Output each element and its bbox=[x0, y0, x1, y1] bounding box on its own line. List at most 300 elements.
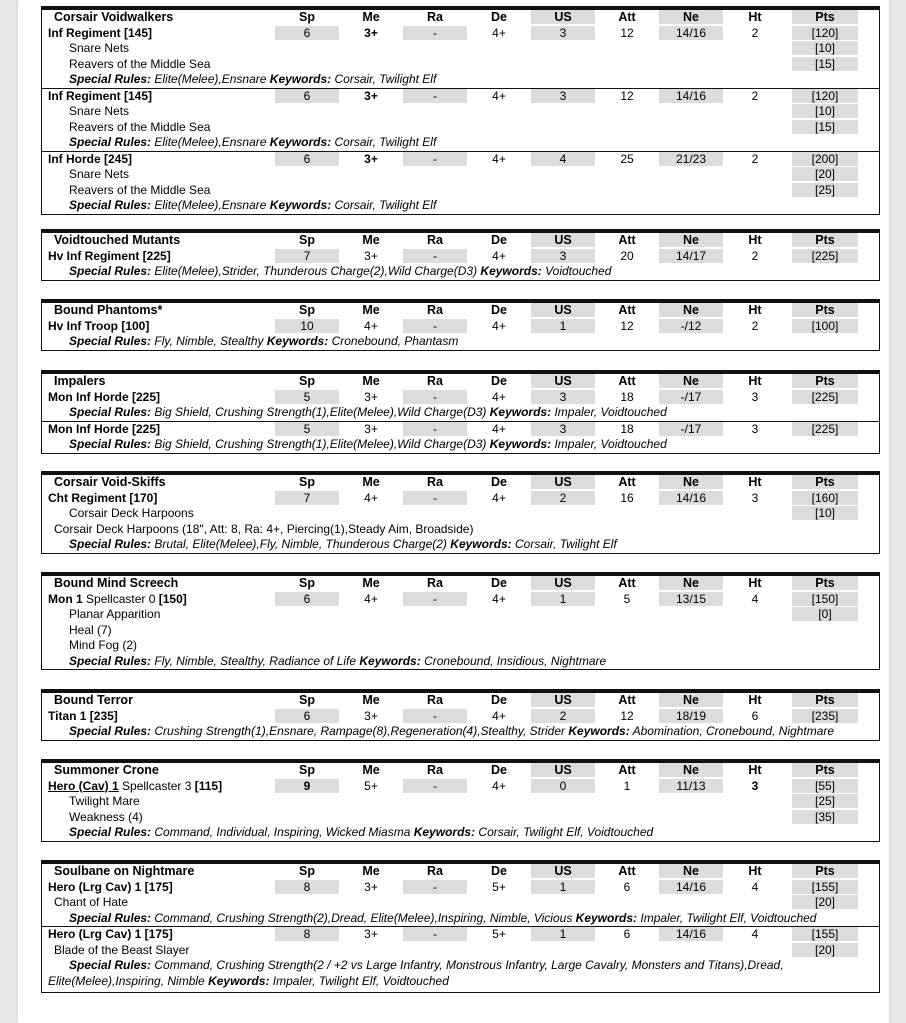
stat-ra: - bbox=[403, 491, 467, 505]
stat-me: 4+ bbox=[364, 318, 378, 333]
header-ne: Ne bbox=[659, 475, 723, 489]
unit-name: Corsair Voidwalkers bbox=[54, 10, 174, 24]
header-ra: Ra bbox=[427, 693, 443, 707]
weapon-profile-row bbox=[42, 522, 879, 538]
stat-pts: [235] bbox=[792, 709, 858, 723]
option-name: Snare Nets bbox=[69, 104, 130, 118]
header-pts: Pts bbox=[792, 576, 858, 590]
option-row bbox=[42, 638, 879, 654]
stat-sp: 7 bbox=[275, 249, 339, 263]
header-pts: Pts bbox=[792, 10, 858, 24]
stat-de: 4+ bbox=[492, 490, 506, 505]
entry-label: Mon 1 Spellcaster 0 [150] bbox=[48, 591, 187, 606]
special-rules: Special Rules: Brutal, Elite(Melee),Fly, Nimble, Thunderous Charge(2) Keywords: Corsair, Twilight Elf bbox=[69, 537, 617, 551]
header-de: De bbox=[491, 303, 507, 317]
stat-att: 12 bbox=[620, 88, 634, 103]
header-us: US bbox=[531, 864, 595, 878]
header-ra: Ra bbox=[427, 763, 443, 777]
header-ra: Ra bbox=[427, 475, 443, 489]
option-name: Twilight Mare bbox=[69, 794, 140, 808]
header-pts: Pts bbox=[792, 303, 858, 317]
stat-de: 4+ bbox=[492, 591, 506, 606]
header-ra: Ra bbox=[427, 864, 443, 878]
stat-att: 18 bbox=[620, 389, 634, 404]
stat-row bbox=[42, 421, 879, 438]
option-pts: [0] bbox=[792, 607, 858, 621]
header-pts: Pts bbox=[792, 693, 858, 707]
stat-pts: [225] bbox=[792, 422, 858, 436]
option-pts: [10] bbox=[792, 506, 858, 520]
header-pts: Pts bbox=[792, 475, 858, 489]
header-pts: Pts bbox=[792, 763, 858, 777]
entry-label: Inf Regiment [145] bbox=[48, 25, 153, 40]
stat-att: 6 bbox=[623, 879, 631, 894]
stat-att: 6 bbox=[623, 927, 631, 941]
stat-att: 12 bbox=[620, 318, 634, 333]
header-us: US bbox=[531, 693, 595, 707]
header-de: De bbox=[491, 10, 507, 24]
header-de: De bbox=[491, 475, 507, 489]
option-pts: [20] bbox=[792, 895, 858, 909]
unit-header bbox=[42, 233, 879, 249]
stat-ra: - bbox=[403, 592, 467, 606]
weapon-profile: Corsair Deck Harpoons (18", Att: 8, Ra: 4+, Piercing(1),Steady Aim, Broadside) bbox=[54, 521, 474, 536]
stat-ht: 2 bbox=[751, 25, 759, 40]
unit-block bbox=[41, 759, 880, 842]
stat-row bbox=[42, 249, 879, 265]
stat-ne: 11/13 bbox=[659, 779, 723, 793]
stat-sp: 6 bbox=[275, 592, 339, 606]
header-att: Att bbox=[618, 576, 636, 590]
special-rules: Special Rules: Big Shield, Crushing Strength(1),Elite(Melee),Wild Charge(D3) Keywords: Impaler, Voidtouched bbox=[69, 405, 667, 419]
entry-label: Titan 1 [235] bbox=[48, 708, 118, 723]
unit-header bbox=[42, 10, 879, 26]
stat-ne: 14/17 bbox=[659, 249, 723, 263]
stat-me: 3+ bbox=[364, 421, 378, 436]
stat-pts: [100] bbox=[792, 319, 858, 333]
header-de: De bbox=[491, 693, 507, 707]
option-row bbox=[42, 810, 879, 826]
header-de: De bbox=[491, 763, 507, 777]
option-pts: [15] bbox=[792, 120, 858, 134]
unit-header bbox=[42, 763, 879, 779]
header-sp: Sp bbox=[299, 763, 315, 777]
entry-label: Mon Inf Horde [225] bbox=[48, 389, 161, 404]
header-me: Me bbox=[362, 374, 380, 388]
header-ne: Ne bbox=[659, 374, 723, 388]
header-me: Me bbox=[362, 10, 380, 24]
stat-row bbox=[42, 151, 879, 168]
stat-row bbox=[42, 709, 879, 725]
option-name: Mind Fog (2) bbox=[69, 638, 138, 652]
unit-name: Bound Mind Screech bbox=[54, 576, 179, 590]
entry-label: Hv Inf Troop [100] bbox=[48, 318, 150, 333]
option-row bbox=[42, 57, 879, 73]
header-us: US bbox=[531, 475, 595, 489]
stat-att: 18 bbox=[620, 421, 634, 436]
header-me: Me bbox=[362, 763, 380, 777]
option-row bbox=[42, 120, 879, 136]
stat-pts: [120] bbox=[792, 89, 858, 103]
header-sp: Sp bbox=[299, 233, 315, 247]
stat-ne: -/12 bbox=[659, 319, 723, 333]
header-sp: Sp bbox=[299, 864, 315, 878]
stat-me: 4+ bbox=[364, 591, 378, 606]
header-me: Me bbox=[362, 693, 380, 707]
stat-row bbox=[42, 390, 879, 406]
option-name: Reavers of the Middle Sea bbox=[69, 182, 211, 197]
option-pts: [10] bbox=[792, 104, 858, 118]
header-pts: Pts bbox=[792, 233, 858, 247]
stat-ne: 14/16 bbox=[659, 927, 723, 941]
option-row bbox=[42, 794, 879, 810]
stat-ht: 3 bbox=[751, 421, 759, 436]
stat-de: 4+ bbox=[492, 778, 506, 793]
header-att: Att bbox=[618, 693, 636, 707]
stat-ht: 4 bbox=[751, 927, 759, 941]
header-de: De bbox=[491, 233, 507, 247]
stat-pts: [55] bbox=[792, 779, 858, 793]
header-att: Att bbox=[618, 233, 636, 247]
stat-ra: - bbox=[403, 319, 467, 333]
unit-name: Summoner Crone bbox=[54, 763, 159, 777]
stat-ra: - bbox=[403, 26, 467, 40]
header-att: Att bbox=[618, 303, 636, 317]
stat-sp: 9 bbox=[275, 779, 339, 793]
special-rules: Special Rules: Elite(Melee),Ensnare Keywords: Corsair, Twilight Elf bbox=[69, 135, 437, 149]
unit-block bbox=[41, 860, 880, 993]
special-rules: Special Rules: Command, Crushing Strength(2),Dread, Elite(Melee),Inspiring, Nimble, Vicious Keywords: Impaler, Twilight Elf, Voidtouched bbox=[69, 910, 817, 925]
entry-label: Inf Horde [245] bbox=[48, 151, 133, 166]
stat-me: 5+ bbox=[364, 778, 378, 793]
option-name: Reavers of the Middle Sea bbox=[69, 56, 211, 71]
header-att: Att bbox=[618, 763, 636, 777]
stat-me: 3+ bbox=[364, 879, 378, 894]
stat-sp: 5 bbox=[275, 390, 339, 404]
special-rules: Special Rules: Command, Crushing Strength(2 / +2 vs Large Infantry, Monstrous Infantry, Large Cavalry, Monsters and Titans),Dread, Elite(Melee),Inspiring, Nimble Keywords: Impaler, Twilight Elf, Voidtouched bbox=[48, 958, 784, 988]
stat-ht: 4 bbox=[751, 591, 759, 606]
stat-sp: 7 bbox=[275, 491, 339, 505]
option-pts: [20] bbox=[792, 167, 858, 181]
stat-ne: 21/23 bbox=[659, 152, 723, 166]
stat-de: 4+ bbox=[492, 151, 506, 166]
header-sp: Sp bbox=[299, 576, 315, 590]
stat-me: 3+ bbox=[364, 25, 378, 40]
header-ra: Ra bbox=[427, 233, 443, 247]
header-ne: Ne bbox=[659, 864, 723, 878]
stat-ra: - bbox=[403, 390, 467, 404]
unit-name: Corsair Void-Skiffs bbox=[54, 475, 166, 489]
stat-us: 1 bbox=[531, 880, 595, 894]
header-us: US bbox=[531, 763, 595, 777]
stat-pts: [225] bbox=[792, 390, 858, 404]
stat-me: 3+ bbox=[364, 151, 378, 166]
entry-label: Cht Regiment [170] bbox=[48, 490, 158, 505]
special-rules: Special Rules: Fly, Nimble, Stealthy, Radiance of Life Keywords: Cronebound, Insidious, Nightmare bbox=[69, 653, 607, 668]
stat-us: 1 bbox=[531, 319, 595, 333]
stat-ra: - bbox=[403, 709, 467, 723]
header-ht: Ht bbox=[748, 475, 762, 489]
special-rules: Special Rules: Command, Individual, Inspiring, Wicked Miasma Keywords: Corsair, Twilight Elf, Voidtouched bbox=[69, 825, 654, 839]
stat-ht: 2 bbox=[751, 248, 759, 263]
stat-ra: - bbox=[403, 422, 467, 436]
stat-sp: 10 bbox=[275, 319, 339, 333]
stat-row bbox=[42, 491, 879, 507]
header-me: Me bbox=[362, 576, 380, 590]
option-name: Snare Nets bbox=[69, 41, 130, 55]
stat-de: 4+ bbox=[492, 25, 506, 40]
option-name: Snare Nets bbox=[69, 167, 130, 181]
header-ht: Ht bbox=[748, 10, 762, 24]
header-pts: Pts bbox=[792, 374, 858, 388]
option-row bbox=[42, 607, 879, 623]
unit-block bbox=[41, 6, 880, 215]
unit-header bbox=[42, 374, 879, 390]
stat-ra: - bbox=[403, 927, 467, 941]
stat-ht: 6 bbox=[751, 708, 759, 723]
stat-sp: 8 bbox=[275, 927, 339, 941]
army-list-page bbox=[18, 0, 889, 1023]
stat-row bbox=[42, 779, 879, 795]
unit-header bbox=[42, 576, 879, 592]
stat-ne: -/17 bbox=[659, 422, 723, 436]
entry-label: Mon Inf Horde [225] bbox=[48, 421, 161, 436]
header-att: Att bbox=[618, 10, 636, 24]
header-me: Me bbox=[362, 233, 380, 247]
header-pts: Pts bbox=[792, 864, 858, 878]
header-ne: Ne bbox=[659, 763, 723, 777]
unit-name: Impalers bbox=[54, 374, 106, 388]
stat-pts: [155] bbox=[792, 927, 858, 941]
header-ne: Ne bbox=[659, 576, 723, 590]
header-sp: Sp bbox=[299, 475, 315, 489]
option-name: Planar Apparition bbox=[69, 607, 161, 621]
header-sp: Sp bbox=[299, 303, 315, 317]
header-ht: Ht bbox=[748, 233, 762, 247]
stat-de: 5+ bbox=[492, 879, 506, 894]
header-us: US bbox=[531, 303, 595, 317]
stat-row bbox=[42, 880, 879, 896]
entry-label: Inf Regiment [145] bbox=[48, 88, 153, 103]
stat-pts: [200] bbox=[792, 152, 858, 166]
option-pts: [10] bbox=[792, 41, 858, 55]
stat-ra: - bbox=[403, 89, 467, 103]
option-name: Chant of Hate bbox=[54, 895, 129, 909]
option-row bbox=[42, 943, 879, 959]
stat-de: 4+ bbox=[492, 421, 506, 436]
stat-pts: [155] bbox=[792, 880, 858, 894]
stat-us: 1 bbox=[531, 927, 595, 941]
stat-de: 4+ bbox=[492, 88, 506, 103]
header-sp: Sp bbox=[299, 693, 315, 707]
option-row bbox=[42, 895, 879, 911]
stat-att: 12 bbox=[620, 25, 634, 40]
entry-label: Hero (Lrg Cav) 1 [175] bbox=[48, 879, 173, 894]
special-rules: Special Rules: Fly, Nimble, Stealthy Keywords: Cronebound, Phantasm bbox=[69, 334, 459, 348]
option-pts: [25] bbox=[792, 183, 858, 197]
header-ne: Ne bbox=[659, 233, 723, 247]
stat-pts: [225] bbox=[792, 249, 858, 263]
stat-de: 4+ bbox=[492, 708, 506, 723]
unit-name: Voidtouched Mutants bbox=[54, 233, 181, 247]
stat-att: 25 bbox=[620, 151, 634, 166]
stat-att: 12 bbox=[620, 708, 634, 723]
stat-ra: - bbox=[403, 880, 467, 894]
stat-ht: 3 bbox=[751, 778, 759, 793]
stat-us: 0 bbox=[531, 779, 595, 793]
header-us: US bbox=[531, 233, 595, 247]
stat-sp: 6 bbox=[275, 89, 339, 103]
stat-ht: 2 bbox=[751, 151, 759, 166]
stat-us: 1 bbox=[531, 592, 595, 606]
option-pts: [25] bbox=[792, 794, 858, 808]
unit-header bbox=[42, 693, 879, 709]
option-row bbox=[42, 41, 879, 57]
header-ne: Ne bbox=[659, 693, 723, 707]
header-us: US bbox=[531, 10, 595, 24]
unit-header bbox=[42, 303, 879, 319]
header-sp: Sp bbox=[299, 374, 315, 388]
option-row bbox=[42, 167, 879, 183]
stat-row bbox=[42, 319, 879, 335]
stat-pts: [160] bbox=[792, 491, 858, 505]
stat-de: 4+ bbox=[492, 248, 506, 263]
stat-pts: [150] bbox=[792, 592, 858, 606]
stat-sp: 6 bbox=[275, 709, 339, 723]
option-pts: [15] bbox=[792, 57, 858, 71]
stat-me: 3+ bbox=[364, 248, 378, 263]
special-rules: Special Rules: Crushing Strength(1),Ensnare, Rampage(8),Regeneration(4),Stealthy, Strider Keywords: Abomination, Cronebound, Nightmare bbox=[69, 724, 835, 738]
stat-ht: 2 bbox=[751, 318, 759, 333]
unit-name: Bound Terror bbox=[54, 693, 133, 707]
unit-name: Bound Phantoms* bbox=[54, 303, 163, 317]
option-name: Weakness (4) bbox=[69, 809, 143, 824]
unit-name: Soulbane on Nightmare bbox=[54, 864, 195, 878]
unit-block bbox=[41, 299, 880, 351]
option-name: Heal (7) bbox=[69, 622, 112, 637]
stat-ra: - bbox=[403, 152, 467, 166]
header-ht: Ht bbox=[748, 864, 762, 878]
stat-row bbox=[42, 26, 879, 42]
stat-row bbox=[42, 88, 879, 105]
stat-us: 3 bbox=[531, 390, 595, 404]
option-pts: [20] bbox=[792, 943, 858, 957]
stat-us: 3 bbox=[531, 89, 595, 103]
stat-ne: 14/16 bbox=[659, 491, 723, 505]
option-row bbox=[42, 183, 879, 199]
unit-block bbox=[41, 689, 880, 741]
stat-me: 3+ bbox=[364, 389, 378, 404]
stat-sp: 6 bbox=[275, 152, 339, 166]
header-de: De bbox=[491, 576, 507, 590]
header-ra: Ra bbox=[427, 303, 443, 317]
option-row bbox=[42, 104, 879, 120]
header-att: Att bbox=[618, 475, 636, 489]
unit-header bbox=[42, 475, 879, 491]
unit-block bbox=[41, 471, 880, 554]
stat-us: 3 bbox=[531, 26, 595, 40]
stat-us: 2 bbox=[531, 491, 595, 505]
stat-sp: 8 bbox=[275, 880, 339, 894]
header-ra: Ra bbox=[427, 374, 443, 388]
stat-att: 5 bbox=[623, 591, 631, 606]
stat-ht: 2 bbox=[751, 88, 759, 103]
unit-header bbox=[42, 864, 879, 880]
stat-ne: 14/16 bbox=[659, 89, 723, 103]
option-row bbox=[42, 506, 879, 522]
special-rules: Special Rules: Elite(Melee),Strider, Thunderous Charge(2),Wild Charge(D3) Keywords: Voidtouched bbox=[69, 264, 612, 278]
header-me: Me bbox=[362, 475, 380, 489]
stat-me: 3+ bbox=[364, 927, 378, 941]
stat-me: 4+ bbox=[364, 490, 378, 505]
stat-ne: 18/19 bbox=[659, 709, 723, 723]
stat-us: 4 bbox=[531, 152, 595, 166]
special-rules: Special Rules: Big Shield, Crushing Strength(1),Elite(Melee),Wild Charge(D3) Keywords: Impaler, Voidtouched bbox=[69, 437, 667, 451]
header-me: Me bbox=[362, 303, 380, 317]
stat-att: 1 bbox=[623, 778, 631, 793]
option-name: Corsair Deck Harpoons bbox=[69, 506, 194, 520]
header-ht: Ht bbox=[748, 303, 762, 317]
stat-de: 4+ bbox=[492, 318, 506, 333]
stat-ra: - bbox=[403, 249, 467, 263]
header-ht: Ht bbox=[748, 576, 762, 590]
header-us: US bbox=[531, 576, 595, 590]
unit-block bbox=[41, 229, 880, 281]
stat-att: 20 bbox=[620, 248, 634, 263]
stat-row bbox=[42, 926, 879, 943]
header-att: Att bbox=[618, 374, 636, 388]
header-ra: Ra bbox=[427, 576, 443, 590]
special-rules: Special Rules: Elite(Melee),Ensnare Keywords: Corsair, Twilight Elf bbox=[69, 72, 437, 86]
stat-ne: 13/15 bbox=[659, 592, 723, 606]
unit-block bbox=[41, 572, 880, 670]
header-de: De bbox=[491, 374, 507, 388]
header-ra: Ra bbox=[427, 10, 443, 24]
entry-label: Hero (Lrg Cav) 1 [175] bbox=[48, 927, 173, 941]
stat-ht: 3 bbox=[751, 389, 759, 404]
header-att: Att bbox=[618, 864, 636, 878]
special-rules: Special Rules: Elite(Melee),Ensnare Keywords: Corsair, Twilight Elf bbox=[69, 198, 437, 212]
header-sp: Sp bbox=[299, 10, 315, 24]
stat-ht: 3 bbox=[751, 490, 759, 505]
stat-us: 2 bbox=[531, 709, 595, 723]
header-me: Me bbox=[362, 864, 380, 878]
stat-pts: [120] bbox=[792, 26, 858, 40]
header-ht: Ht bbox=[748, 374, 762, 388]
entry-label: Hero (Cav) 1 Spellcaster 3 [115] bbox=[48, 778, 223, 793]
option-row bbox=[42, 623, 879, 639]
stat-ne: 14/16 bbox=[659, 26, 723, 40]
option-name: Reavers of the Middle Sea bbox=[69, 119, 211, 134]
stat-att: 16 bbox=[620, 490, 634, 505]
header-ne: Ne bbox=[659, 10, 723, 24]
stat-row bbox=[42, 592, 879, 608]
header-us: US bbox=[531, 374, 595, 388]
stat-ht: 4 bbox=[751, 879, 759, 894]
stat-me: 3+ bbox=[364, 88, 378, 103]
option-pts: [35] bbox=[792, 810, 858, 824]
stat-ra: - bbox=[403, 779, 467, 793]
stat-us: 3 bbox=[531, 249, 595, 263]
stat-de: 5+ bbox=[492, 927, 506, 941]
stat-ne: 14/16 bbox=[659, 880, 723, 894]
entry-label: Hv Inf Regiment [225] bbox=[48, 248, 171, 263]
stat-ne: -/17 bbox=[659, 390, 723, 404]
header-ht: Ht bbox=[748, 763, 762, 777]
stat-sp: 6 bbox=[275, 26, 339, 40]
header-ht: Ht bbox=[748, 693, 762, 707]
header-ne: Ne bbox=[659, 303, 723, 317]
